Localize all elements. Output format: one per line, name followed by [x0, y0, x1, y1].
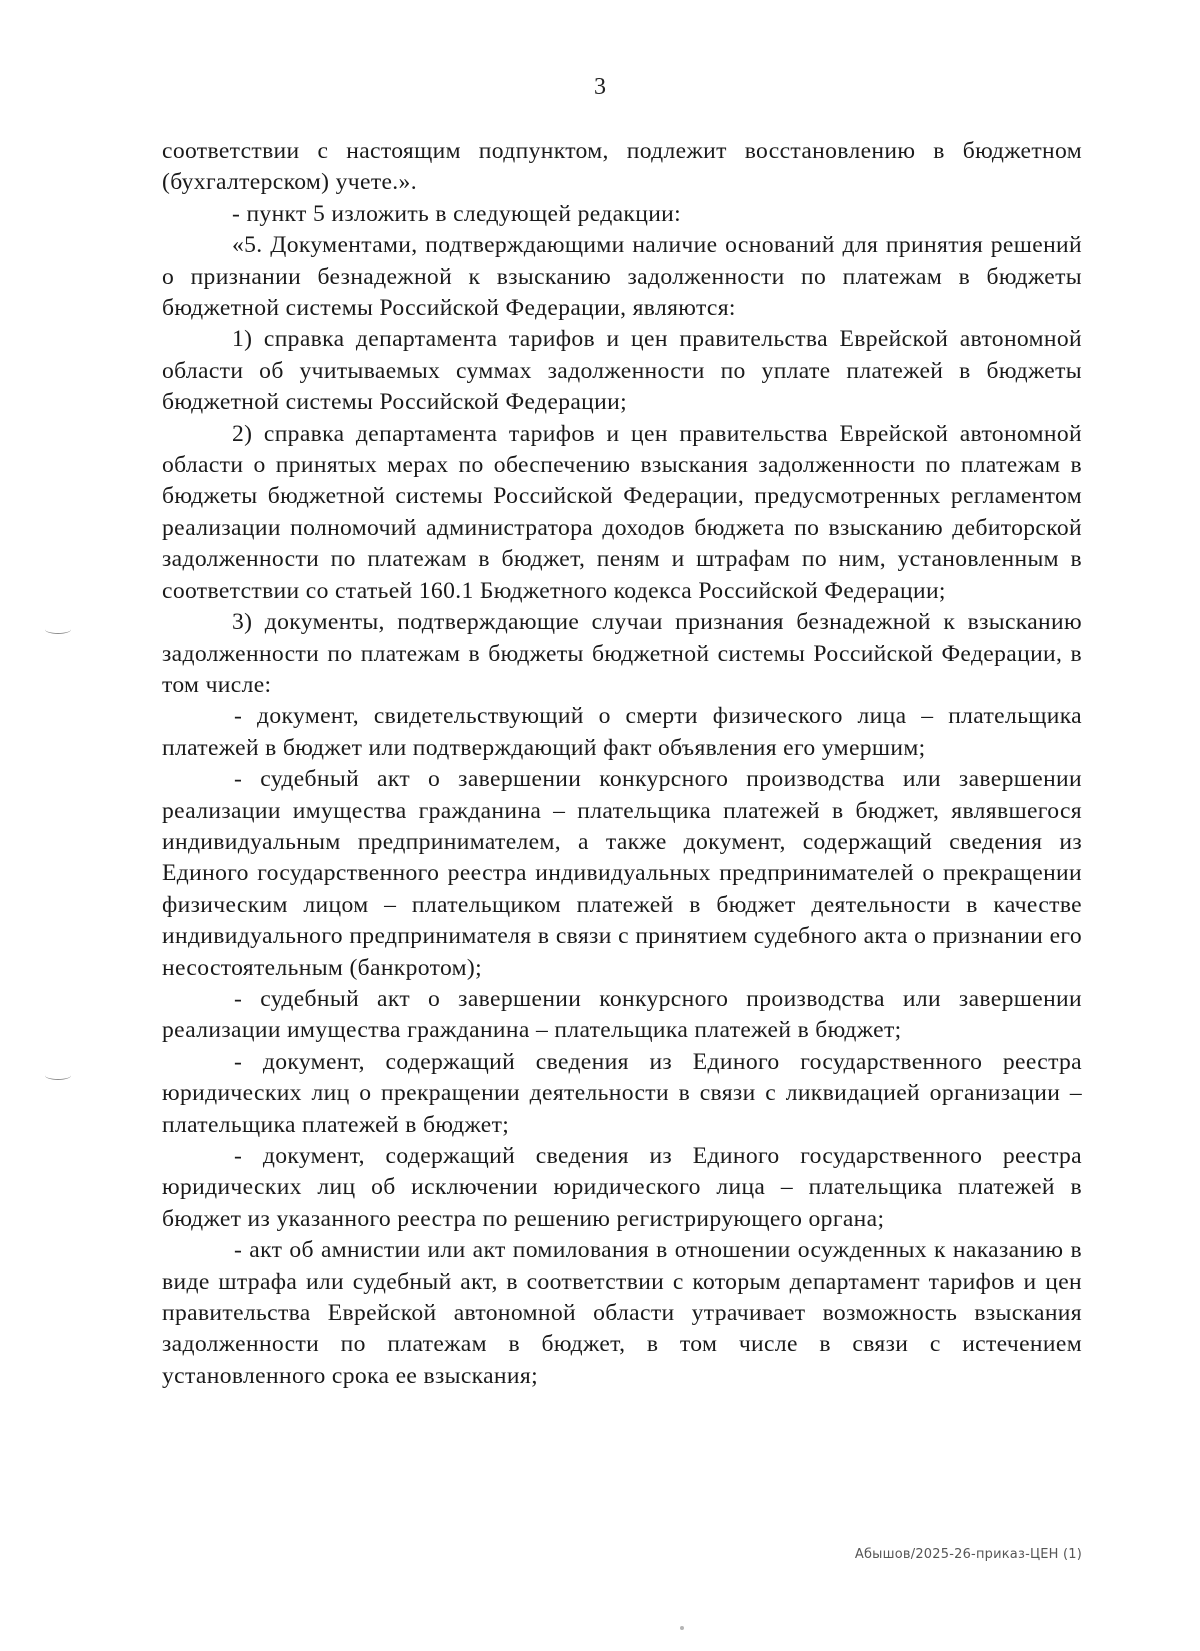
- page-number: 3: [594, 74, 606, 100]
- paragraph-bullet-exclusion-from-register: - документ, содержащий сведения из Единого государственного реестра юридических лиц об исключении юридического лица – плательщика платежей в бюджет из указанного реестра по решению регистрирующего органа;: [162, 1143, 1082, 1232]
- paragraph-subitem-3: 3) документы, подтверждающие случаи признания безнадежной к взысканию задолженности по платежам в бюджеты бюджетной системы Российской Федерации, в том числе:: [162, 609, 1082, 698]
- paragraph-bullet-death-certificate: - документ, свидетельствующий о смерти физического лица – плательщика платежей в бюджет или подтверждающий факт объявления его умершим;: [162, 703, 1082, 761]
- paragraph-subitem-2: 2) справка департамента тарифов и цен правительства Еврейской автономной области о принятых мерах по обеспечению взыскания задолженности по платежам в бюджеты бюджетной системы Российской Федерации, предусмотренных регламентом реализации полномочий администратора доходов бюджета по взысканию дебиторской задолженности по платежам в бюджет, пеням и штрафам по ним, установленным в соответствии со статьей 160.1 Бюджетного кодекса Российской Федерации;: [162, 420, 1082, 604]
- paragraph-subitem-1: 1) справка департамента тарифов и цен правительства Еврейской автономной области об учитываемых суммах задолженности по уплате платежей в бюджеты бюджетной системы Российской Федерации;: [162, 326, 1082, 416]
- paragraph-bullet-liquidation: - документ, содержащий сведения из Единого государственного реестра юридических лиц о прекращении деятельности в связи с ликвидацией организации – плательщика платежей в бюджет;: [162, 1048, 1082, 1138]
- scan-artifact-mark: [45, 1071, 71, 1080]
- scan-artifact-mark: [45, 625, 71, 634]
- paragraph-amendment-instruction: - пункт 5 изложить в следующей редакции:: [232, 200, 682, 227]
- document-body: [162, 136, 1082, 1392]
- paragraph-item-5: «5. Документами, подтверждающими наличие оснований для принятия решений о признании безнадежной к взысканию задолженности по платежам в бюджеты бюджетной системы Российской Федерации, являются:: [162, 232, 1082, 322]
- scan-dust-speck: [680, 1626, 684, 1630]
- paragraph-bullet-bankruptcy-citizen: - судебный акт о завершении конкурсного производства или завершении реализации имущества гражданина – плательщика платежей в бюджет;: [162, 985, 1082, 1044]
- paragraph-continuation: соответствии с настоящим подпунктом, подлежит восстановлению в бюджетном (бухгалтерском) учете.».: [162, 138, 1082, 196]
- paragraph-bullet-amnesty: - акт об амнистии или акт помилования в отношении осужденных к наказанию в виде штрафа или судебный акт, в соответствии с которым департамент тарифов и цен правительства Еврейской автономной области утрачивает возможность взыскания задолженности по платежам в бюджет, в том числе в связи с истечением установленного срока ее взыскания;: [162, 1237, 1082, 1389]
- footer-document-reference: Абышов/2025-26-приказ-ЦЕН (1): [854, 1547, 1082, 1562]
- paragraph-bullet-bankruptcy-entrepreneur: - судебный акт о завершении конкурсного производства или завершении реализации имущества гражданина – плательщика платежей в бюджет, являвшегося индивидуальным предпринимателем, а также документ, содержащий сведения из Единого государственного реестра индивидуальных предпринимателей о прекращении физическим лицом – плательщиком платежей в бюджет деятельности в качестве индивидуального предпринимателя в связи с принятием судебного акта о признании его несостоятельным (банкротом);: [162, 766, 1082, 981]
